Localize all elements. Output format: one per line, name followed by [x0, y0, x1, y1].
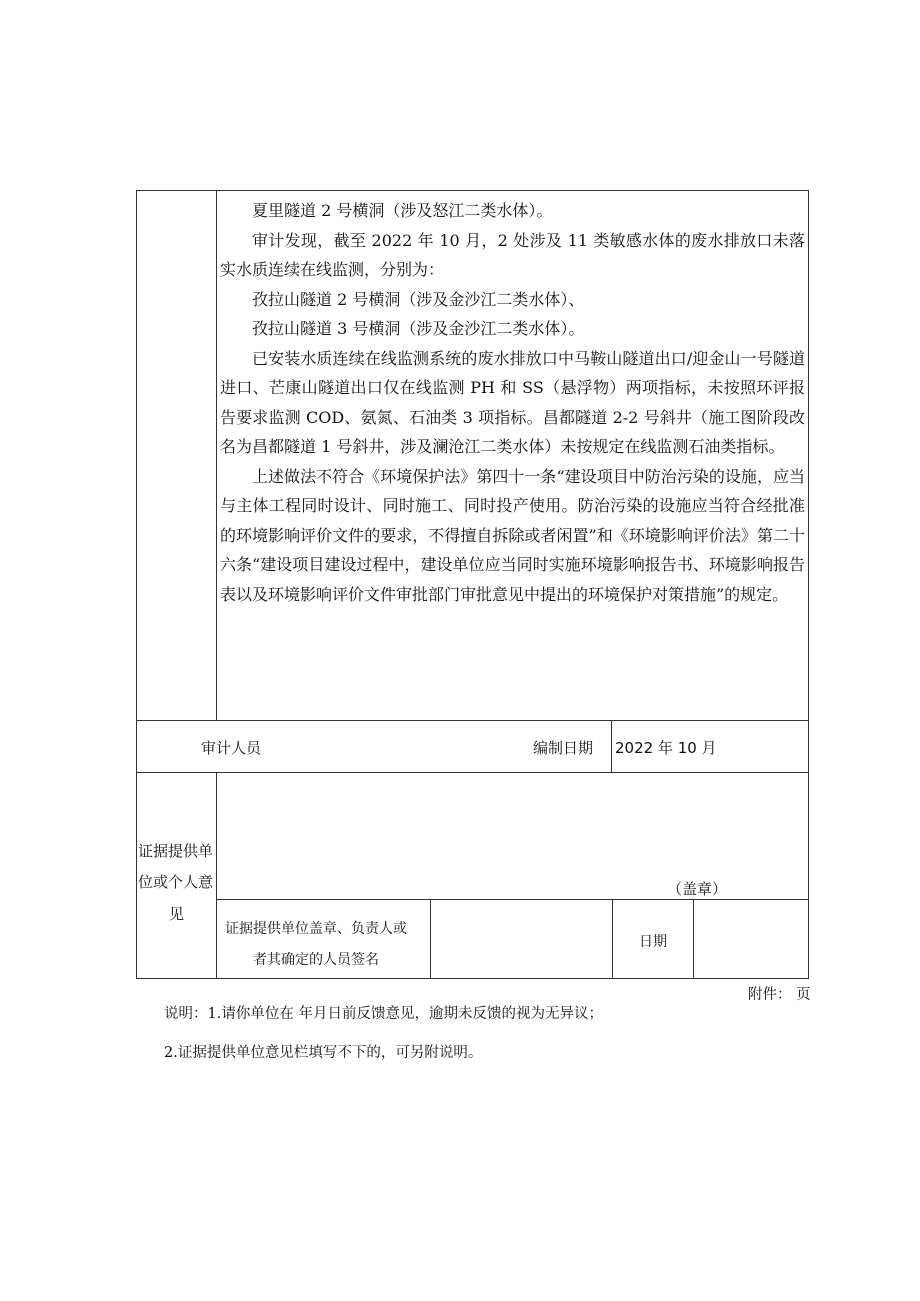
finding-paragraph: 已安装水质连续在线监测系统的废水排放口中马鞍山隧道出口/迎金山一号隧道进口、芒康山隧道出口仅在线监测 PH 和 SS（悬浮物）两项指标，未按照环评报告要求监测 COD、氨氮、石油类 3 项指标。昌都隧道 2-2 号斜井（施工图阶段改名为昌都隧道 1 号斜井，涉及澜沧江二类水体）未按规定在线监测石油类指标。	[220, 348, 805, 456]
opinion-label-line2: 位或个人意	[138, 873, 214, 891]
note-line-2: 2.证据提供单位意见栏填写不下的，可另附说明。	[164, 1045, 483, 1061]
signature-divider-1	[430, 899, 431, 979]
signature-label-line1: 证据提供单位盖章、负责人或	[225, 921, 407, 937]
opinion-label-line3: 见	[169, 905, 185, 923]
row-divider-auditor	[136, 720, 809, 721]
date-column-divider	[611, 720, 612, 772]
finding-content	[220, 196, 805, 609]
opinion-label-divider	[216, 772, 217, 979]
row-divider-signature	[216, 899, 809, 900]
signature-divider-2	[612, 899, 613, 979]
signature-divider-3	[693, 899, 694, 979]
row-divider-opinion	[136, 772, 809, 773]
compile-date-value: 2022 年 10 月	[615, 739, 717, 757]
auditor-label: 审计人员	[201, 739, 262, 757]
compile-date-label: 编制日期	[533, 739, 594, 757]
opinion-label-line1: 证据提供单	[138, 842, 214, 860]
finding-paragraph: 审计发现，截至 2022 年 10 月，2 处涉及 11 类敏感水体的废水排放口未落实水质连续在线监测，分别为：	[220, 230, 805, 279]
signature-label-line2: 者其确定的人员签名	[253, 952, 379, 968]
finding-paragraph: 孜拉山隧道 3 号横洞（涉及金沙江二类水体）。	[252, 319, 585, 338]
finding-paragraph: 孜拉山隧道 2 号横洞（涉及金沙江二类水体）、	[252, 289, 585, 309]
attachment-pages: 附件： 页	[748, 987, 811, 1003]
left-column-divider	[216, 190, 217, 720]
seal-mark: （盖章）	[667, 880, 728, 898]
date-label: 日期	[639, 934, 667, 950]
note-line-1: 说明：1.请你单位在 年月日前反馈意见，逾期未反馈的视为无异议；	[164, 1006, 603, 1022]
finding-paragraph: 夏里隧道 2 号横洞（涉及怒江二类水体）。	[252, 201, 553, 220]
finding-paragraph: 上述做法不符合《环境保护法》第四十一条“建设项目中防治污染的设施，应当与主体工程同时设计、同时施工、同时投产使用。防治污染的设施应当符合经批准的环境影响评价文件的要求，不得擅自拆除或者闲置”和《环境影响评价法》第二十六条“建设项目建设过程中，建设单位应当同时实施环境影响报告书、环境影响报告表以及环境影响评价文件审批部门审批意见中提出的环境保护对策措施”的规定。	[220, 466, 805, 604]
